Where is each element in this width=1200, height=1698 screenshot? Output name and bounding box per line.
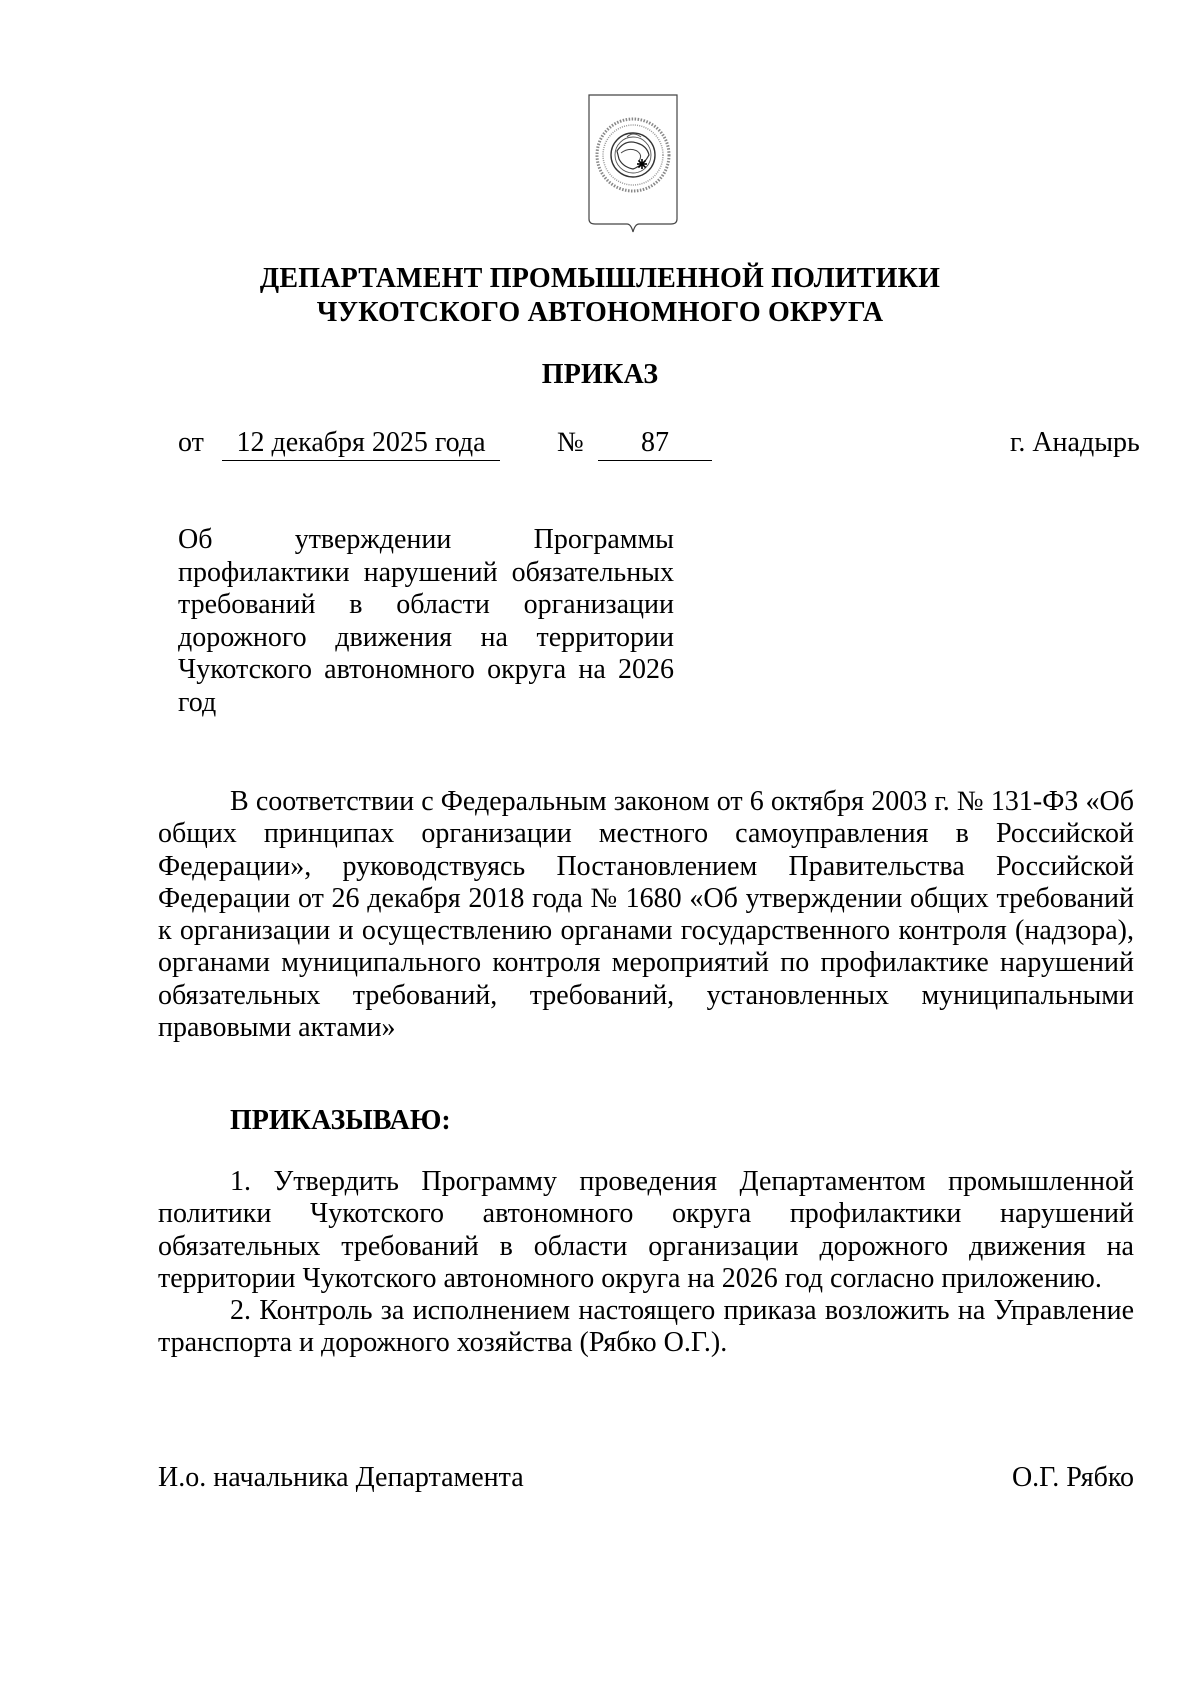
order-item-line: территории Чукотского автономного округа на 2026 год согласно приложению. <box>158 1262 1102 1294</box>
order-items <box>158 1166 1134 1360</box>
order-subject <box>178 524 674 719</box>
order-item-line: транспорта и дорожного хозяйства (Рябко О.Г.). <box>158 1327 728 1359</box>
signatory-name: О.Г. Рябко <box>1011 1462 1134 1493</box>
department-title-line1: ДЕПАРТАМЕНТ ПРОМЫШЛЕННОЙ ПОЛИТИКИ <box>259 263 941 294</box>
coat-of-arms-icon <box>587 93 679 241</box>
order-item-line: 1. Утвердить Программу проведения Департаментом промышленной <box>230 1166 1134 1197</box>
subject-line: Об утверждении Программы <box>178 524 674 555</box>
number-sign-label: № <box>557 427 584 458</box>
subject-line: требований в области организации <box>178 589 674 620</box>
signatory-position: И.о. начальника Департамента <box>158 1462 524 1493</box>
order-item-line: 2. Контроль за исполнением настоящего приказа возложить на Управление <box>230 1295 1134 1327</box>
order-item-line: политики Чукотского автономного округа профилактики нарушений <box>158 1198 1134 1230</box>
subject-line: Чукотского автономного округа на 2026 <box>178 654 674 685</box>
preamble-line: В соответствии с Федеральным законом от 6 октября 2003 г. № 131-ФЗ «Об <box>230 786 1134 817</box>
order-directive-word: ПРИКАЗЫВАЮ: <box>230 1105 451 1136</box>
preamble-line: органами муниципального контроля мероприятий по профилактике нарушений <box>158 947 1134 979</box>
preamble-line: Федерации», руководствуясь Постановлением Правительства Российской <box>158 850 1134 882</box>
city-label: г. Анадырь <box>1010 427 1140 458</box>
preamble-line: общих принципах организации местного самоуправления в Российской <box>158 818 1134 850</box>
preamble-paragraph <box>158 786 1134 1044</box>
order-number: 87 <box>598 426 712 461</box>
department-title-line2: ЧУКОТСКОГО АВТОНОМНОГО ОКРУГА <box>316 297 884 328</box>
subject-line: год <box>178 686 217 718</box>
subject-line: профилактики нарушений обязательных <box>178 556 674 588</box>
document-type-title: ПРИКАЗ <box>541 359 659 390</box>
subject-line: дорожного движения на территории <box>178 621 674 653</box>
order-item-line: обязательных требований в области организации дорожного движения на <box>158 1230 1134 1262</box>
preamble-line: к организации и осуществлению органами государственного контроля (надзора), <box>158 915 1134 947</box>
preamble-line: правовыми актами» <box>158 1012 396 1044</box>
date-prefix-label: от <box>178 427 204 458</box>
preamble-line: Федерации от 26 декабря 2018 года № 1680 «Об утверждении общих требований <box>158 882 1134 914</box>
preamble-line: обязательных требований, требований, установленных муниципальными <box>158 979 1134 1011</box>
order-date: 12 декабря 2025 года <box>222 426 500 461</box>
